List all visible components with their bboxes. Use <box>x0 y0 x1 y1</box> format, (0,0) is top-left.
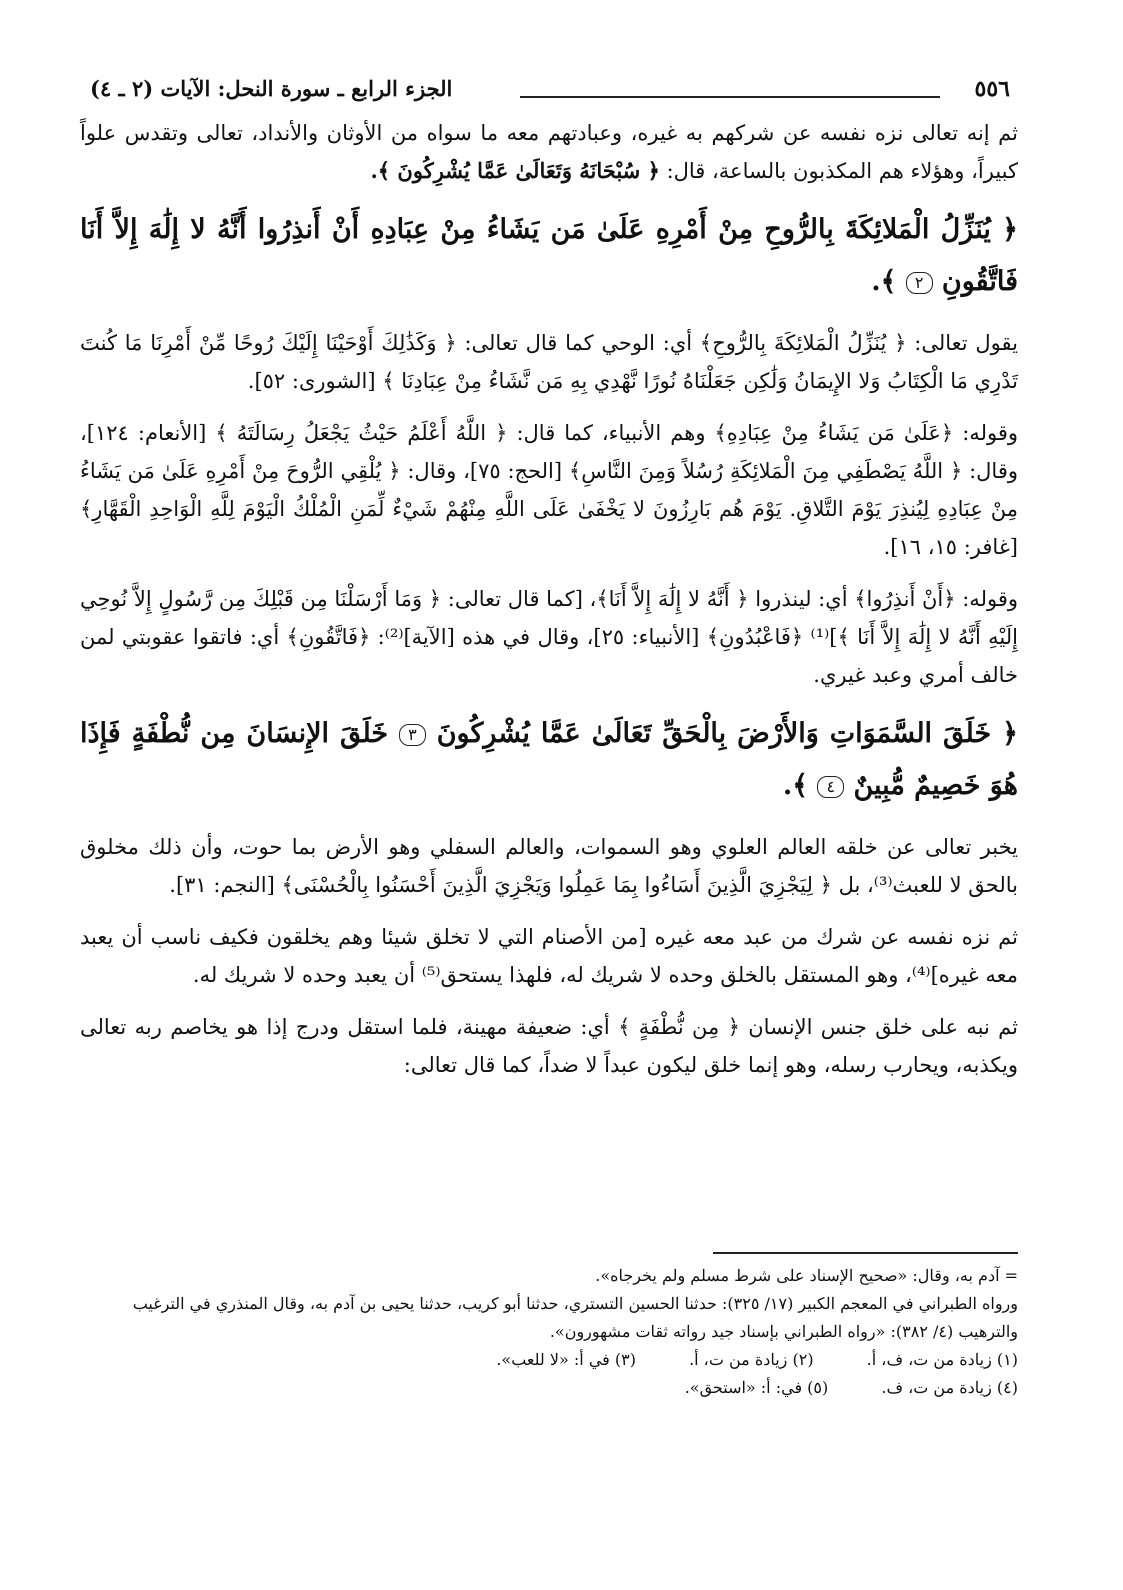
verse-block-2 <box>80 708 1018 812</box>
footnote-3: (٣) في أ: «لا للعب». <box>496 1350 636 1369</box>
header-rule <box>520 96 940 98</box>
footnote-continuation-1: = آدم به، وقال: «صحيح الإسناد على شرط مسلم ولم يخرجاه». <box>595 1266 1018 1285</box>
footnote-continuation-2: ورواه الطبراني في المعجم الكبير (١٧/ ٣٢٥): حدثنا الحسين التستري، حدثنا أبو كريب، حدثنا يحيى بن آدم به، وقال المنذري في الترغيب والترهيب (٤/ ٣٨٢): «رواه الطبراني بإسناد جيد رواته ثقات مشهورون». <box>132 1294 1018 1341</box>
page-header <box>80 70 1018 114</box>
verse-number-marker: ٢ <box>906 272 933 294</box>
footnotes <box>80 1262 1018 1402</box>
footnote-row-1 <box>80 1346 1018 1374</box>
footnote-2: (٢) زيادة من ت، أ. <box>689 1350 814 1369</box>
verse-block-1 <box>80 204 1018 308</box>
footnote-1: (١) زيادة من ت، ف، أ. <box>866 1350 1018 1369</box>
quran-quote: ﴿ سُبْحَانَهُ وَتَعَالَىٰ عَمَّا يُشْرِكُونَ ﴾. <box>370 158 660 183</box>
paragraph-7: ثم نبه على خلق جنس الإنسان ﴿ مِن نُّطْفَةٍ ﴾ أي: ضعيفة مهينة، فلما استقل ودرج إذا هو يخاصم ربه تعالى ويكذبه، ويحارب رسله، وهو إنما خلق ليكون عبداً لا ضداً، كما قال تعالى: <box>80 1015 1018 1077</box>
verse-2-close: ﴾. <box>782 770 809 801</box>
paragraph-2: يقول تعالى: ﴿ يُنَزِّلُ الْمَلائِكَةَ بِالرُّوحِ﴾ أي: الوحي كما قال تعالى: ﴿ وَكَذَٰلِكَ أَوْحَيْنَا إِلَيْكَ رُوحًا مِّنْ أَمْرِنَا مَا كُنتَ تَدْرِي مَا الْكِتَابُ وَلا الإِيمَانُ وَلَٰكِن جَعَلْنَاهُ نُورًا نَّهْدِي بِهِ مَن نَّشَاءُ مِنْ عِبَادِنَا ﴾ [الشورى: ٥٢]. <box>80 331 1018 393</box>
verse-1-close: ﴾. <box>871 266 897 297</box>
verse-number-marker: ٤ <box>817 776 844 798</box>
paragraph-1-text: ثم إنه تعالى نزه نفسه عن شركهم به غيره، وعبادتهم معه ما سواه من الأوثان والأنداد، تعالى وتقدس علواً كبيراً، وهؤلاء هم المكذبون بالساعة، قال: <box>80 121 1018 183</box>
footnote-rule <box>713 1252 1018 1254</box>
verse-1-text: ﴿ يُنَزِّلُ الْمَلائِكَةَ بِالرُّوحِ مِنْ أَمْرِهِ عَلَىٰ مَن يَشَاءُ مِنْ عِبَادِهِ أَنْ أَنذِرُوا أَنَّهُ لا إِلَٰهَ إِلاَّ أَنَا فَاتَّقُونِ <box>80 214 1018 297</box>
footnote-row-2 <box>80 1374 1018 1402</box>
paragraph-5: يخبر تعالى عن خلقه العالم العلوي وهو السموات، والعالم السفلي وهو الأرض بما حوت، وأن ذلك مخلوق بالحق لا للعبث⁽³⁾، بل ﴿ لِيَجْزِيَ الَّذِينَ أَسَاءُوا بِمَا عَمِلُوا وَيَجْزِيَ الَّذِينَ أَحْسَنُوا بِالْحُسْنَى﴾ [النجم: ٣١]. <box>80 835 1018 897</box>
footnote-5: (٥) في: أ: «استحق». <box>684 1378 829 1397</box>
page-number: ٥٥٦ <box>974 76 1010 102</box>
footnote-4: (٤) زيادة من ت، ف. <box>881 1378 1018 1397</box>
paragraph-6: ثم نزه نفسه عن شرك من عبد معه غيره [من الأصنام التي لا تخلق شيئا وهم يخلقون فكيف ناسب أن يعبد معه غيره]⁽⁴⁾، وهو المستقل بالخلق وحده لا شريك له، فلهذا يستحق⁽⁵⁾ أن يعبد وحده لا شريك له. <box>80 925 1018 987</box>
paragraph-4: وقوله: ﴿أَنْ أَنذِرُوا﴾ أي: لينذروا ﴿ أَنَّهُ لا إِلَٰهَ إِلاَّ أَنَا﴾، [كما قال تعالى: ﴿ وَمَا أَرْسَلْنَا مِن قَبْلِكَ مِن رَّسُولٍ إِلاَّ نُوحِي إِلَيْهِ أَنَّهُ لا إِلَٰهَ إِلاَّ أَنَا ﴾]⁽¹⁾ ﴿فَاعْبُدُونِ﴾ [الأنبياء: ٢٥]، وقال في هذه [الآية]⁽²⁾: ﴿فَاتَّقُونِ﴾ أي: فاتقوا عقوبتي لمن خالف أمري وعبد غيري. <box>80 587 1018 687</box>
paragraph-3: وقوله: ﴿عَلَىٰ مَن يَشَاءُ مِنْ عِبَادِهِ﴾ وهم الأنبياء، كما قال: ﴿ اللَّهُ أَعْلَمُ حَيْثُ يَجْعَلُ رِسَالَتَهُ ﴾ [الأنعام: ١٢٤]، وقال: ﴿ اللَّهُ يَصْطَفِي مِنَ الْمَلائِكَةِ رُسُلاً وَمِنَ النَّاسِ﴾ [الحج: ٧٥]، وقال: ﴿ يُلْقِي الرُّوحَ مِنْ أَمْرِهِ عَلَىٰ مَن يَشَاءُ مِنْ عِبَادِهِ لِيُنذِرَ يَوْمَ التَّلاقِ. يَوْمَ هُم بَارِزُونَ لا يَخْفَىٰ عَلَى اللَّهِ مِنْهُمْ شَيْءٌ لِّمَنِ الْمُلْكُ الْيَوْمَ لِلَّهِ الْوَاحِدِ الْقَهَّارِ﴾ [غافر: ١٥، ١٦]. <box>80 421 1019 559</box>
verse-2-text-2: خَلَقَ الإِنسَانَ مِن نُّطْفَةٍ فَإِذَا هُوَ خَصِيمٌ مُّبِينٌ <box>80 718 1018 801</box>
running-title: الجزء الرابع ـ سورة النحل: الآيات (٢ ـ ٤) <box>90 76 453 101</box>
verse-2-text-1: ﴿ خَلَقَ السَّمَوَاتِ وَالأَرْضَ بِالْحَقِّ تَعَالَىٰ عَمَّا يُشْرِكُونَ <box>436 718 1018 749</box>
paragraph-1 <box>80 114 1018 190</box>
verse-number-marker: ٣ <box>399 724 426 746</box>
